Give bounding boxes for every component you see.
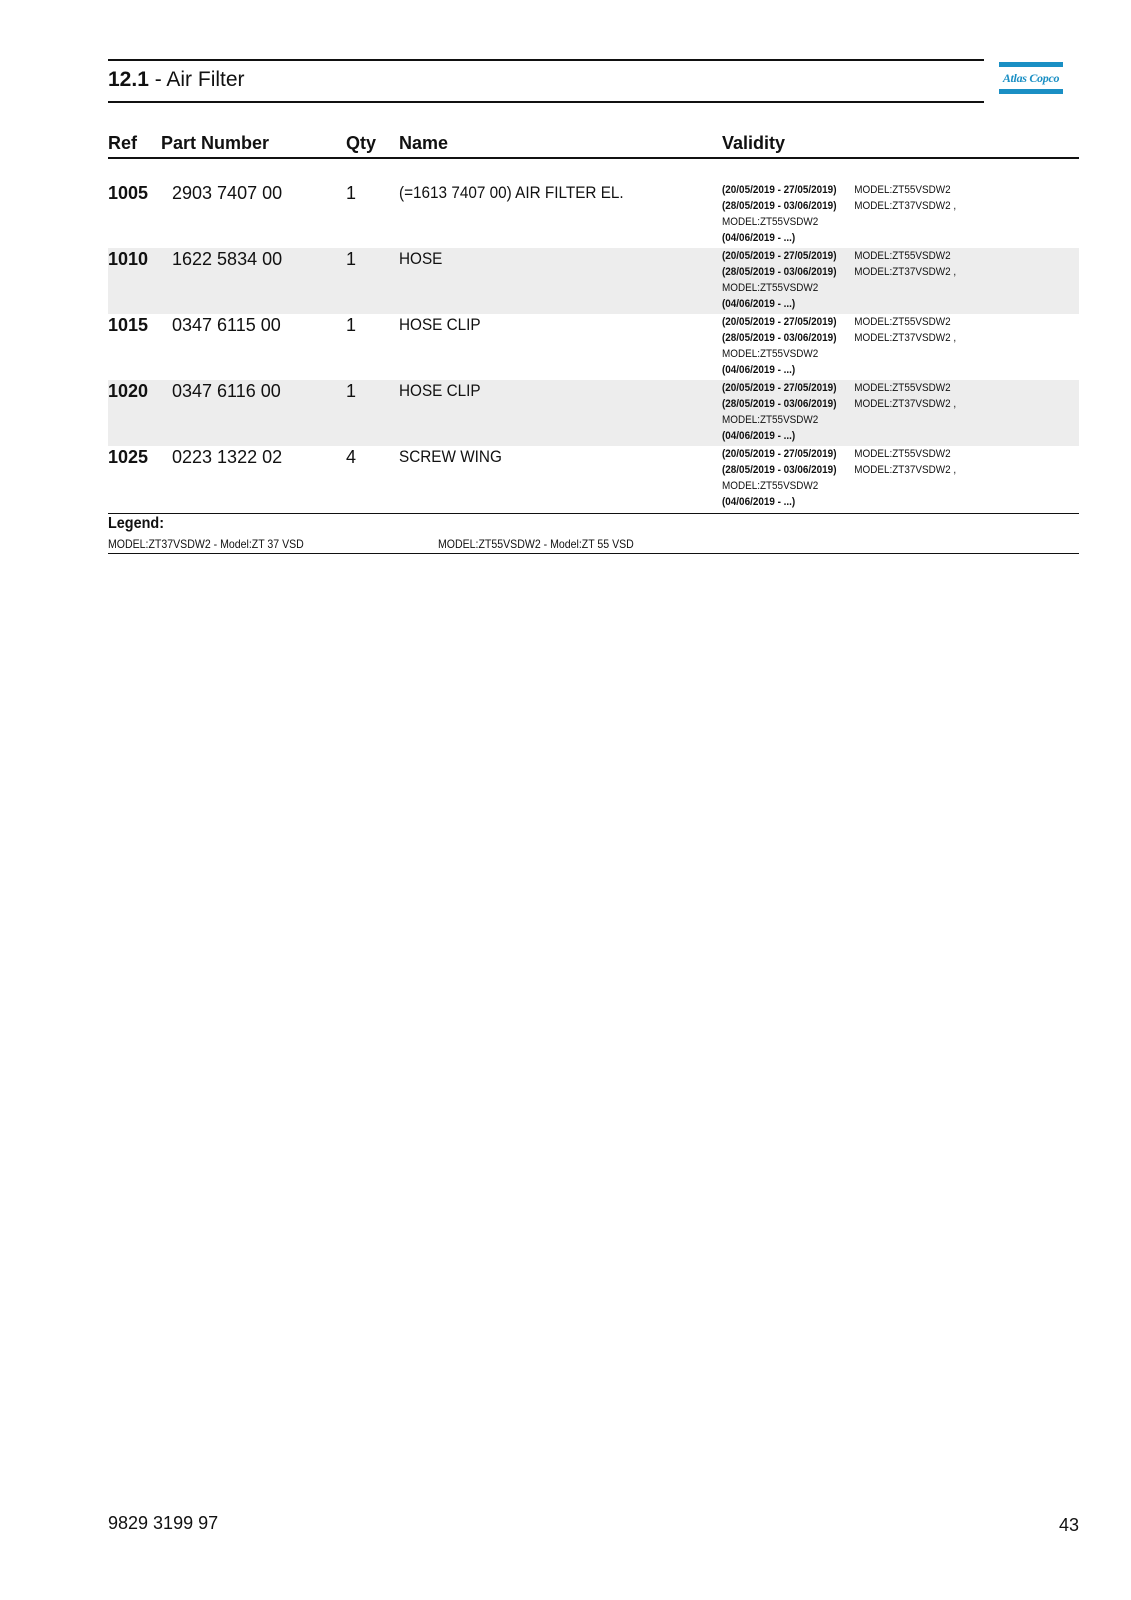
column-header-ref: Ref bbox=[108, 133, 138, 153]
validity-model: MODEL:ZT37VSDW2 , bbox=[854, 398, 957, 410]
row-qty: 4 bbox=[346, 447, 357, 467]
row-part-number: 1622 5834 00 bbox=[172, 249, 283, 269]
table-bottom-rule bbox=[108, 513, 1079, 514]
page-number: 43 bbox=[1058, 1515, 1079, 1535]
validity-model: MODEL:ZT55VSDW2 bbox=[854, 448, 951, 460]
validity-model: MODEL:ZT55VSDW2 bbox=[854, 382, 951, 394]
page-title bbox=[108, 67, 245, 93]
table-row bbox=[108, 248, 1079, 314]
row-ref: 1010 bbox=[108, 249, 149, 269]
validity-date: (20/05/2019 - 27/05/2019) bbox=[722, 316, 837, 328]
validity-date: (28/05/2019 - 03/06/2019) bbox=[722, 332, 837, 344]
row-name: HOSE CLIP bbox=[399, 381, 481, 400]
section-number: 12.1 bbox=[108, 68, 149, 91]
table-row bbox=[108, 446, 1079, 512]
row-qty: 1 bbox=[346, 315, 357, 335]
validity-model: MODEL:ZT37VSDW2 , bbox=[854, 266, 957, 278]
column-header-validity: Validity bbox=[722, 133, 786, 153]
row-validity bbox=[722, 314, 956, 378]
row-name: SCREW WING bbox=[399, 447, 502, 466]
row-part-number: 0223 1322 02 bbox=[172, 447, 283, 467]
validity-model: MODEL:ZT55VSDW2 bbox=[722, 480, 819, 492]
validity-model: MODEL:ZT55VSDW2 bbox=[722, 282, 819, 294]
row-validity bbox=[722, 380, 956, 444]
column-header-qty: Qty bbox=[346, 133, 377, 153]
validity-model: MODEL:ZT55VSDW2 bbox=[854, 184, 951, 196]
section-header bbox=[108, 59, 984, 103]
row-ref: 1025 bbox=[108, 447, 149, 467]
validity-model: MODEL:ZT37VSDW2 , bbox=[854, 200, 957, 212]
validity-date: (20/05/2019 - 27/05/2019) bbox=[722, 448, 837, 460]
validity-date: (04/06/2019 - ...) bbox=[722, 496, 796, 508]
row-validity bbox=[722, 248, 956, 312]
row-ref: 1015 bbox=[108, 315, 149, 335]
row-part-number: 2903 7407 00 bbox=[172, 183, 283, 203]
validity-date: (04/06/2019 - ...) bbox=[722, 430, 796, 442]
validity-date: (04/06/2019 - ...) bbox=[722, 298, 796, 310]
table-row bbox=[108, 314, 1079, 380]
row-validity bbox=[722, 182, 956, 246]
logo-top-band bbox=[999, 62, 1063, 67]
row-ref: 1020 bbox=[108, 381, 149, 401]
row-qty: 1 bbox=[346, 381, 357, 401]
validity-date: (28/05/2019 - 03/06/2019) bbox=[722, 464, 837, 476]
column-header-part-number: Part Number bbox=[161, 133, 270, 153]
table-row bbox=[108, 182, 1079, 248]
row-name: (=1613 7407 00) AIR FILTER EL. bbox=[399, 183, 624, 202]
validity-model: MODEL:ZT55VSDW2 bbox=[722, 414, 819, 426]
row-qty: 1 bbox=[346, 249, 357, 269]
legend-item: MODEL:ZT37VSDW2 - Model:ZT 37 VSD bbox=[108, 537, 304, 551]
logo-text: Atlas Copco bbox=[1002, 71, 1060, 85]
validity-model: MODEL:ZT55VSDW2 bbox=[854, 316, 951, 328]
validity-date: (20/05/2019 - 27/05/2019) bbox=[722, 250, 837, 262]
column-header-name: Name bbox=[399, 133, 449, 153]
validity-model: MODEL:ZT37VSDW2 , bbox=[854, 464, 957, 476]
document-number: 9829 3199 97 bbox=[108, 1513, 219, 1533]
header-rule bbox=[108, 157, 1079, 159]
validity-date: (28/05/2019 - 03/06/2019) bbox=[722, 200, 837, 212]
validity-model: MODEL:ZT55VSDW2 bbox=[854, 250, 951, 262]
row-qty: 1 bbox=[346, 183, 357, 203]
row-part-number: 0347 6115 00 bbox=[172, 315, 281, 335]
row-name: HOSE bbox=[399, 249, 443, 268]
validity-date: (20/05/2019 - 27/05/2019) bbox=[722, 382, 837, 394]
row-validity bbox=[722, 446, 956, 510]
validity-model: MODEL:ZT55VSDW2 bbox=[722, 348, 819, 360]
legend-title: Legend: bbox=[108, 515, 164, 532]
validity-model: MODEL:ZT37VSDW2 , bbox=[854, 332, 957, 344]
validity-date: (28/05/2019 - 03/06/2019) bbox=[722, 266, 837, 278]
atlas-copco-logo bbox=[999, 62, 1063, 94]
table-row bbox=[108, 380, 1079, 446]
logo-bottom-band bbox=[999, 89, 1063, 94]
validity-date: (04/06/2019 - ...) bbox=[722, 232, 796, 244]
row-name: HOSE CLIP bbox=[399, 315, 481, 334]
validity-date: (28/05/2019 - 03/06/2019) bbox=[722, 398, 837, 410]
row-part-number: 0347 6116 00 bbox=[172, 381, 281, 401]
legend-item: MODEL:ZT55VSDW2 - Model:ZT 55 VSD bbox=[438, 537, 634, 551]
validity-date: (04/06/2019 - ...) bbox=[722, 364, 796, 376]
row-ref: 1005 bbox=[108, 183, 149, 203]
validity-date: (20/05/2019 - 27/05/2019) bbox=[722, 184, 837, 196]
legend-rule bbox=[108, 553, 1079, 554]
validity-model: MODEL:ZT55VSDW2 bbox=[722, 216, 819, 228]
section-title-text: - Air Filter bbox=[148, 68, 245, 91]
